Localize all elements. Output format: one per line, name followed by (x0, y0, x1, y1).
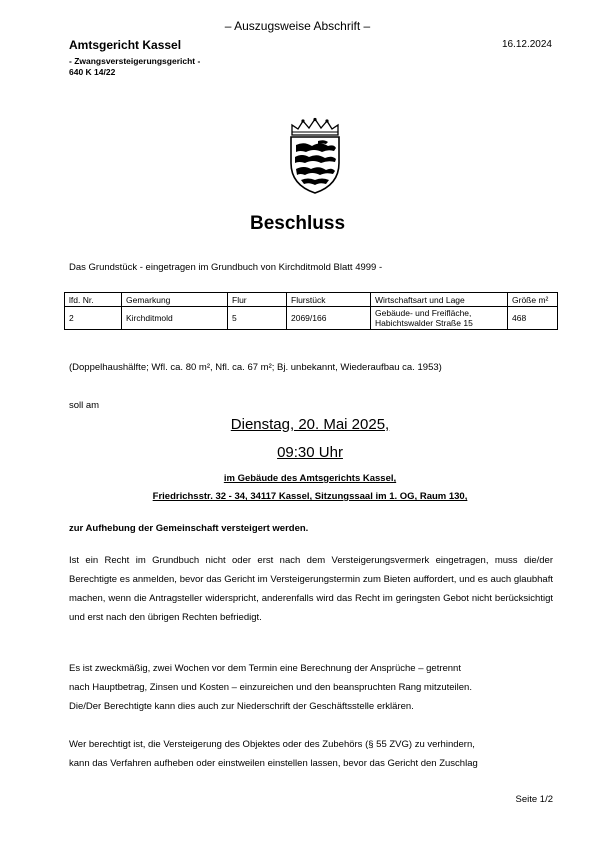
document-date: 16.12.2024 (501, 39, 552, 50)
department-name: - Zwangsversteigerungsgericht - (69, 56, 201, 66)
header-wirtschaftsart: Wirtschaftsart und Lage (371, 293, 508, 307)
copy-note: – Auszugsweise Abschrift – (224, 19, 371, 33)
header-gemarkung: Gemarkung (122, 293, 228, 307)
cell-lage-line2: Habichtswalder Straße 15 (375, 318, 473, 328)
court-name: Amtsgericht Kassel (69, 38, 182, 52)
header-flur: Flur (228, 293, 287, 307)
header-groesse: Größe m² (508, 293, 558, 307)
paragraph-line: kann das Verfahren aufheben oder einstweilen einstellen lassen, bevor das Gericht den Zuschlag (69, 758, 478, 769)
auction-date: Dienstag, 20. Mai 2025, (230, 416, 390, 433)
auction-time: 09:30 Uhr (277, 444, 343, 461)
paragraph-line: Die/Der Berechtigte kann dies auch zur Niederschrift der Geschäftsstelle erklären. (69, 701, 414, 712)
soll-am-text: soll am (69, 400, 100, 411)
paragraph-line: Es ist zweckmäßig, zwei Wochen vor dem Termin eine Berechnung der Ansprüche – getrennt (69, 663, 461, 674)
auction-purpose: zur Aufhebung der Gemeinschaft versteigert werden. (69, 523, 309, 534)
paragraph-rights-registration: Ist ein Recht im Grundbuch nicht oder erst nach dem Versteigerungsvermerk eingetragen, muss die/der Berechtigte es anmelden, bevor das Gericht im Versteigerungstermin zum Bieten auffordert, und es auch glaubhaft machen, wenn die Antragsteller widerspricht, anderenfalls wird das Recht im geringsten Gebot nicht berücksichtigt und erst nach den übrigen Rechten befriedigt. (69, 555, 553, 623)
paragraph-prevent-auction (69, 735, 553, 773)
table-row (65, 307, 558, 330)
cell-lage-line1: Gebäude- und Freifläche, (375, 308, 472, 318)
paragraph-claims-calculation (69, 659, 553, 716)
header-lfd-nr: lfd. Nr. (65, 293, 122, 307)
table-header-row (65, 293, 558, 307)
cell-nr: 2 (65, 307, 122, 330)
property-description: (Doppelhaushälfte; Wfl. ca. 80 m², Nfl. ca. 67 m²; Bj. unbekannt, Wiederaufbau ca. 1953) (69, 362, 442, 373)
auction-place: im Gebäude des Amtsgerichts Kassel, (223, 473, 397, 484)
cell-lage (371, 307, 508, 330)
page-number: Seite 1/2 (515, 794, 553, 805)
cell-gemarkung: Kirchditmold (122, 307, 228, 330)
paragraph-line: Wer berechtigt ist, die Versteigerung des Objektes oder des Zubehörs (§ 55 ZVG) zu verhindern, (69, 739, 475, 750)
auction-address: Friedrichsstr. 32 - 34, 34117 Kassel, Sitzungssaal im 1. OG, Raum 130, (152, 491, 468, 502)
cell-flurstueck: 2069/166 (287, 307, 371, 330)
property-table (64, 292, 558, 330)
property-intro: Das Grundstück - eingetragen im Grundbuch von Kirchditmold Blatt 4999 - (69, 262, 383, 273)
cell-groesse: 468 (508, 307, 558, 330)
case-number: 640 K 14/22 (69, 67, 116, 77)
header-flurstueck: Flurstück (287, 293, 371, 307)
paragraph-line: nach Hauptbetrag, Zinsen und Kosten – einzureichen und den beanspruchten Rang mitzuteilen. (69, 682, 472, 693)
hesse-coat-of-arms-icon (284, 117, 346, 195)
cell-flur: 5 (228, 307, 287, 330)
court-department (69, 56, 200, 78)
document-title: Beschluss (249, 213, 346, 234)
